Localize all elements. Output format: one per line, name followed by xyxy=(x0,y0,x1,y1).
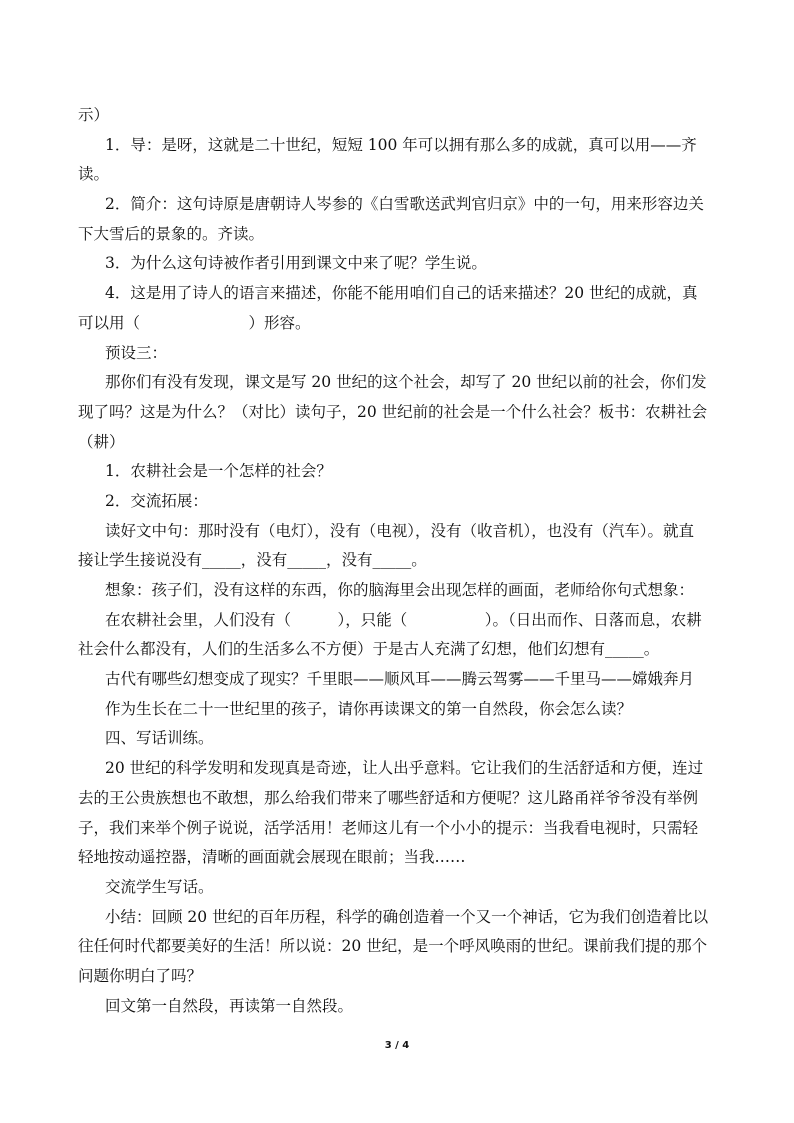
text-line: 3．为什么这句诗被作者引用到课文中来了呢？学生说。 xyxy=(105,254,487,273)
page-number: 3 / 4 xyxy=(384,1040,410,1051)
text-line: 社会什么都没有，人们的生活多么不方便）于是古人充满了幻想，他们幻想有_____。 xyxy=(78,640,660,659)
text-line: 小结：回顾 20 世纪的百年历程，科学的确创造着一个又一个神话，它为我们创造着比以 xyxy=(105,907,709,926)
text-line: 4．这是用了诗人的语言来描述，你能不能用咱们自己的话来描述？20 世纪的成就，真 xyxy=(105,284,698,303)
text-line: 古代有哪些幻想变成了现实？千里眼——顺风耳——腾云驾雾——千里马——嫦娥奔月 xyxy=(105,670,695,689)
text-line: 往任何时代都要美好的生活！所以说：20 世纪，是一个呼风唤雨的世纪。课前我们提的那个 xyxy=(78,937,708,956)
text-line: 交流学生写话。 xyxy=(105,877,214,896)
text-line: 那你们有没有发现，课文是写 20 世纪的这个社会，却写了 20 世纪以前的社会，你们发 xyxy=(105,373,707,392)
text-line: 20 世纪的科学发明和发现真是奇迹，让人出乎意料。它让我们的生活舒适和方便，连过 xyxy=(105,759,704,778)
text-line: 回文第一自然段，再读第一自然段。 xyxy=(105,996,354,1015)
text-line: 2．简介：这句诗原是唐朝诗人岑参的《白雪歌送武判官归京》中的一句，用来形容边关 xyxy=(105,195,704,214)
text-line: 接让学生接说没有_____，没有_____，没有_____。 xyxy=(78,551,427,570)
text-line: 1．农耕社会是一个怎样的社会？ xyxy=(105,462,332,481)
text-line: 读。 xyxy=(78,165,110,184)
text-line: （耕） xyxy=(78,432,125,451)
text-line: 1．导：是呀，这就是二十世纪，短短 100 年可以拥有那么多的成就，真可以用——齐 xyxy=(105,135,697,154)
text-line: 去的王公贵族想也不敢想，那么给我们带来了哪些舒适和方便呢？这儿路甬祥爷爷没有举例 xyxy=(78,788,699,807)
text-line: 现了吗？这是为什么？（对比）读句子，20 世纪前的社会是一个什么社会？板书：农耕社会 xyxy=(78,402,708,421)
document-body xyxy=(78,101,720,1021)
text-line: 问题你明白了吗？ xyxy=(78,966,203,985)
text-line: 下大雪后的景象的。齐读。 xyxy=(78,224,265,243)
text-line: 作为生长在二十一世纪里的孩子，请你再读课文的第一自然段，你会怎么读？ xyxy=(105,699,633,718)
text-line: 读好文中句：那时没有（电灯），没有（电视），没有（收音机），也没有（汽车）。就直 xyxy=(105,521,695,540)
text-line: 可以用（ ）形容。 xyxy=(78,313,311,332)
text-line: 在农耕社会里，人们没有（ ），只能（ ）。（日出而作、日落而息，农耕 xyxy=(105,610,702,629)
text-line: 子，我们来举个例子说说，活学活用！老师这儿有一个小小的提示：当我看电视时，只需轻 xyxy=(78,818,699,837)
text-line: 2．交流拓展： xyxy=(105,491,208,510)
section-heading: 预设三： xyxy=(105,343,168,362)
section-heading: 四、写话训练。 xyxy=(105,729,214,748)
text-line: 轻地按动遥控器，清晰的画面就会展现在眼前；当我…… xyxy=(78,848,466,867)
text-line: 想象：孩子们，没有这样的东西，你的脑海里会出现怎样的画面，老师给你句式想象： xyxy=(105,581,695,599)
text-line: 示） xyxy=(78,106,110,124)
